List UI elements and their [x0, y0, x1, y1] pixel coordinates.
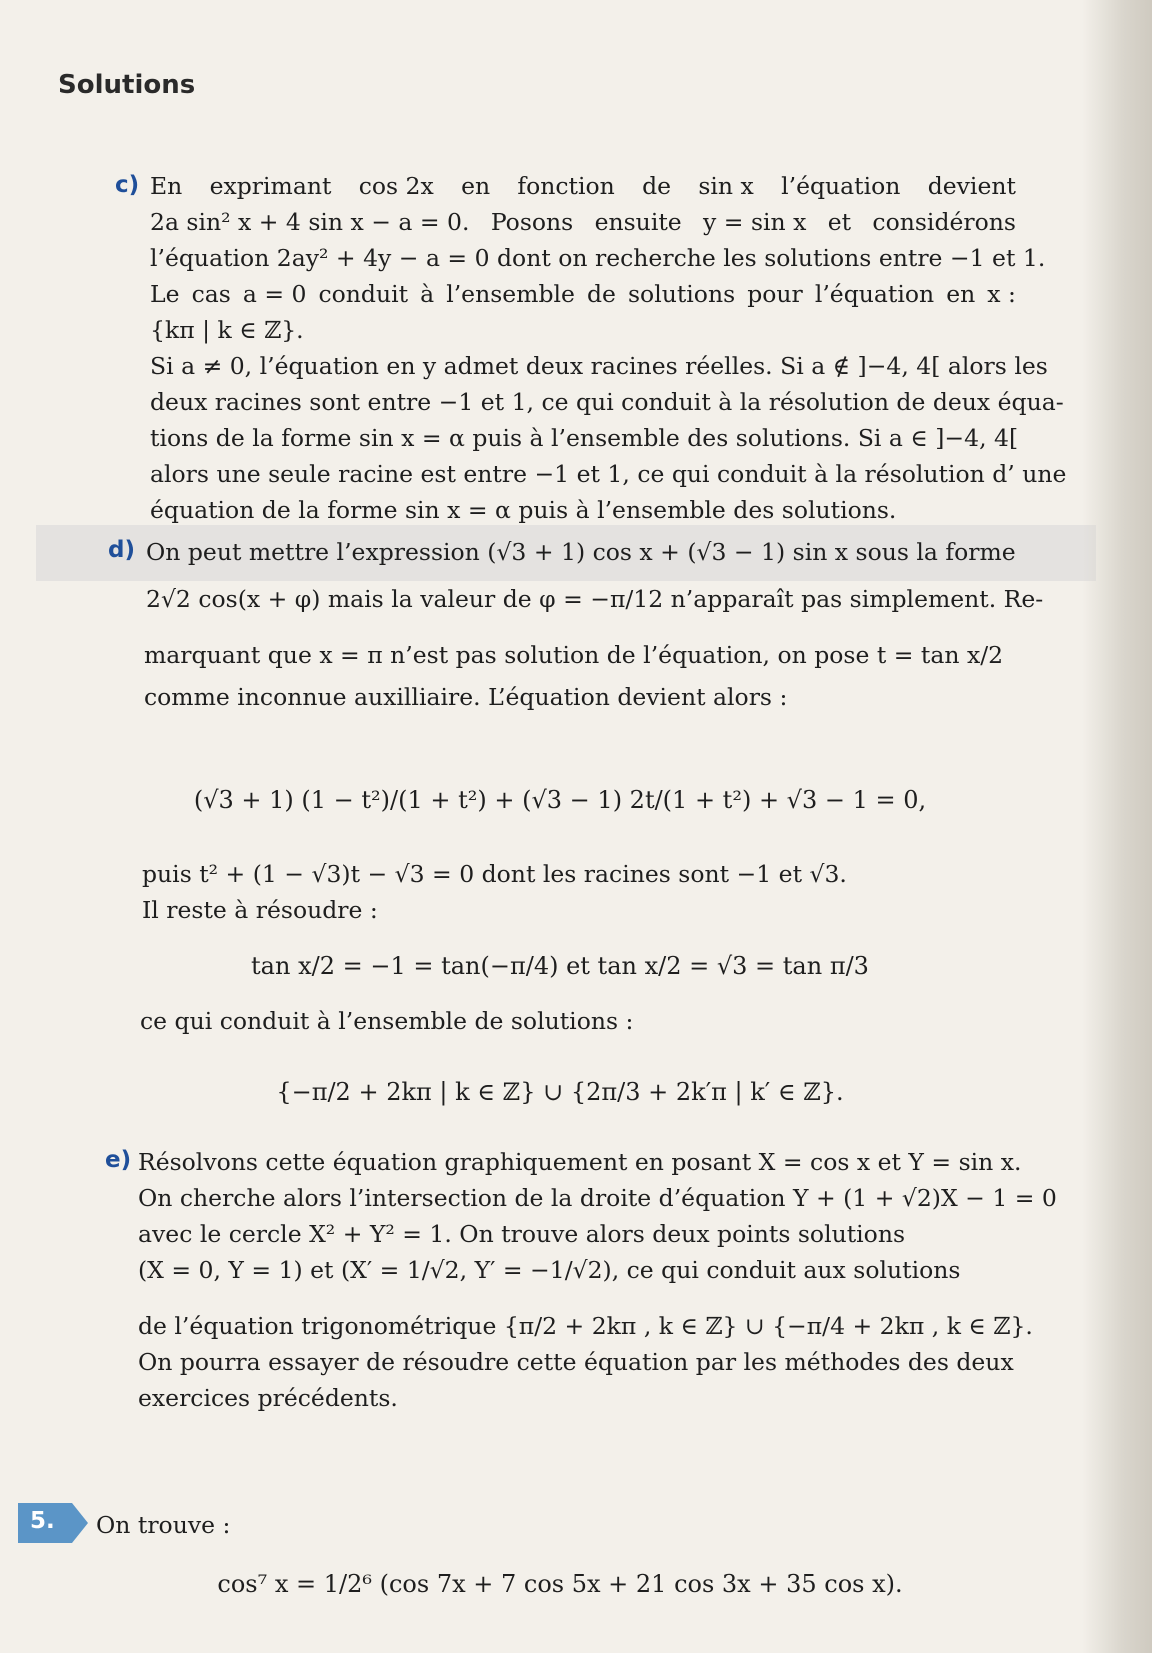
word: en [461, 172, 491, 200]
word: l’équation [814, 280, 935, 308]
word: a = 0 [242, 280, 307, 308]
solution-d-text-3 [144, 637, 1010, 715]
item-label-e: e) [105, 1147, 132, 1173]
item-label-c: c) [115, 172, 140, 198]
solution-c-line [150, 420, 1019, 456]
solution-d-text-2 [146, 581, 1044, 617]
word: Si a ≠ 0, l’équation en y admet deux racines réelles. Si a ∉ ]−4, 4[ alors les [150, 352, 1048, 380]
word: l’ensemble [446, 280, 575, 308]
equation-cos-power: cos⁷ x = 1/2⁶ (cos 7x + 7 cos 5x + 21 cos 3x + 35 cos x). [217, 1570, 903, 1598]
exercise-number: 5. [30, 1508, 55, 1534]
word: En [150, 172, 183, 200]
solution-e-line: de l’équation trigonométrique {π/2 + 2kπ , k ∈ ℤ} ∪ {−π/4 + 2kπ , k ∈ ℤ}. [138, 1312, 1033, 1340]
solution-c-line [150, 312, 1016, 348]
item-label-d: d) [108, 537, 135, 563]
solution-d-line: ce qui conduit à l’ensemble de solutions : [140, 1007, 634, 1035]
word: cos 2x [358, 172, 434, 200]
word: x : [987, 280, 1016, 308]
solution-c-line [150, 168, 1016, 204]
solution-c-line [150, 384, 1064, 420]
word: et [827, 208, 852, 236]
solution-e [138, 1144, 1057, 1416]
solution-e-line: Résolvons cette équation graphiquement en posant X = cos x et Y = sin x. [138, 1148, 1022, 1176]
exercise-5-intro-wrap [96, 1507, 230, 1543]
word: ensuite [594, 208, 682, 236]
solution-c-line [150, 492, 1016, 528]
exercise-number-badge [18, 1503, 88, 1543]
solution-d-text-1 [146, 534, 1016, 570]
word: de [586, 280, 616, 308]
word: exprimant [209, 172, 332, 200]
solution-e-line: On cherche alors l’intersection de la droite d’équation Y + (1 + √2)X − 1 = 0 [138, 1184, 1057, 1212]
equation-solution-set-d: {−π/2 + 2kπ | k ∈ ℤ} ∪ {2π/3 + 2k′π | k′ ∈ ℤ}. [276, 1078, 844, 1106]
word: pour [747, 280, 803, 308]
equation-tan-half-angle: (√3 + 1) (1 − t²)/(1 + t²) + (√3 − 1) 2t/(1 + t²) + √3 − 1 = 0, [193, 786, 927, 814]
word: {kπ | k ∈ ℤ}. [150, 316, 304, 344]
solution-c-line [150, 348, 1048, 384]
solution-c-line [150, 240, 1046, 276]
word: de [642, 172, 672, 200]
solution-d-line: marquant que x = π n’est pas solution de l’équation, on pose t = tan x/2 [144, 641, 1004, 669]
solution-d-line: Il reste à résoudre : [142, 896, 378, 924]
word: solutions [627, 280, 736, 308]
solution-d-line: 2√2 cos(x + φ) mais la valeur de φ = −π/12 n’apparaît pas simplement. Re- [146, 585, 1044, 613]
solution-c [150, 168, 1067, 528]
binding-shadow [1082, 0, 1152, 1653]
word: Le [150, 280, 180, 308]
word: devient [927, 172, 1016, 200]
word: l’équation 2ay² + 4y − a = 0 dont on recherche les solutions entre −1 et 1. [150, 244, 1046, 272]
word: cas [191, 280, 231, 308]
word: Posons [490, 208, 574, 236]
word: l’équation [781, 172, 901, 200]
word: y = sin x [703, 208, 807, 236]
word: considérons [872, 208, 1016, 236]
solution-e-line: (X = 0, Y = 1) et (X′ = 1/√2, Y′ = −1/√2), ce qui conduit aux solutions [138, 1256, 961, 1284]
word: conduit [318, 280, 409, 308]
word: sin x [698, 172, 754, 200]
solution-d-text-5 [140, 1003, 1006, 1039]
solution-e-line: exercices précédents. [138, 1384, 398, 1412]
word: équation de la forme sin x = α puis à l’ensemble des solutions. [150, 496, 897, 524]
word: en [946, 280, 976, 308]
solution-e-line: avec le cercle X² + Y² = 1. On trouve alors deux points solutions [138, 1220, 906, 1248]
page-header: Solutions [58, 70, 196, 100]
solution-c-line [150, 276, 1016, 312]
solution-d-line: puis t² + (1 − √3)t − √3 = 0 dont les racines sont −1 et √3. [142, 860, 847, 888]
word: alors une seule racine est entre −1 et 1, ce qui conduit à la résolution d’ une [150, 460, 1067, 488]
word: tions de la forme sin x = α puis à l’ensemble des solutions. Si a ∈ ]−4, 4[ [150, 424, 1019, 452]
solution-d-line: On peut mettre l’expression (√3 + 1) cos x + (√3 − 1) sin x sous la forme [146, 538, 1016, 566]
exercise-5-intro: On trouve : [96, 1511, 231, 1539]
solution-d-text-4 [142, 856, 1008, 928]
solution-c-line [150, 204, 1016, 240]
solution-c-line [150, 456, 1067, 492]
word: 2a sin² x + 4 sin x − a = 0. [150, 208, 470, 236]
solution-d-line: comme inconnue auxilliaire. L’équation devient alors : [144, 683, 788, 711]
word: deux racines sont entre −1 et 1, ce qui conduit à la résolution de deux équa- [150, 388, 1064, 416]
word: fonction [517, 172, 615, 200]
equation-tan-values: tan x/2 = −1 = tan(−π/4) et tan x/2 = √3 = tan π/3 [251, 952, 869, 980]
solution-e-line: On pourra essayer de résoudre cette équation par les méthodes des deux [138, 1348, 1014, 1376]
word: à [420, 280, 435, 308]
